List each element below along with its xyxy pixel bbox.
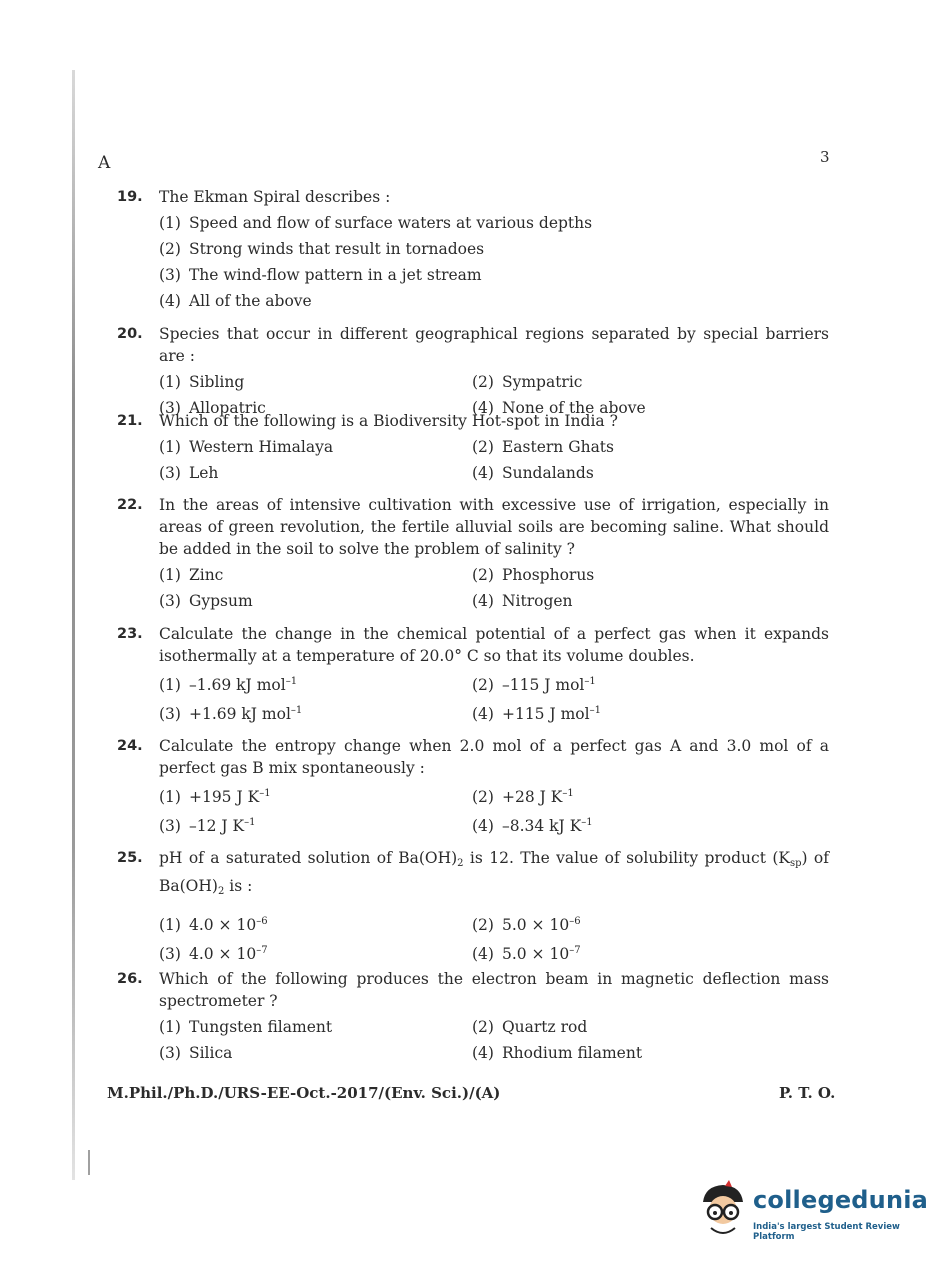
question-number: 22. [117,497,143,513]
question-19 [117,186,829,312]
option-4: (4) None of the above [472,399,646,417]
question-text: The Ekman Spiral describes : [159,188,391,206]
option-4: (4) $5.0 \times 10^{-7}$ [472,945,581,963]
option-3: (3) –12 J $K^{-1}$ [159,817,256,835]
question-23 [117,623,829,725]
option-2: (2) –115 J mol$^{-1}$ [472,676,596,694]
option-4: (4) Sundalands [472,464,594,482]
option-1: (1) +195 J $K^{-1}$ [159,788,271,806]
question-text: pH of a saturated solution of $Ba(OH)_2$ is 12. The value of solubility product $(K_{sp})$ of $Ba(OH)_2$ is : [159,849,829,897]
option-3: (3) Gypsum [159,592,253,610]
question-number: 20. [117,326,143,342]
option-3: (3) Leh [159,464,219,482]
question-26 [117,968,829,1064]
option-2: (2) Phosphorus [472,566,595,584]
question-number: 24. [117,738,143,754]
mascot-icon [695,1180,751,1240]
collegedunia-watermark [695,1180,935,1250]
question-number: 19. [117,189,143,205]
option-2: (2) Eastern Ghats [472,438,614,456]
option-4: (4) +115 J mol$^{-1}$ [472,705,601,723]
question-text: Calculate the change in the chemical potential of a perfect gas when it expands isothermally at a temperature of 20.0° C so that its volume doubles. [159,625,829,665]
question-number: 23. [117,626,143,642]
question-number: 21. [117,413,143,429]
question-text: Species that occur in different geographical regions separated by special barriers are : [159,325,829,365]
pto-label: P. T. O. [779,1084,836,1102]
option-3: (3) Silica [159,1044,233,1062]
option-2: (2) $5.0 \times 10^{-6}$ [472,916,581,934]
option-1: (1) $4.0 \times 10^{-6}$ [159,916,268,934]
question-text: Which of the following produces the electron beam in magnetic deflection mass spectrometer ? [159,970,829,1010]
option-2: (2) Strong winds that result in tornadoes [159,240,485,258]
option-4: (4) Rhodium filament [472,1044,643,1062]
option-1: (1) Sibling [159,373,245,391]
option-3: (3) The wind-flow pattern in a jet stream [159,266,482,284]
option-3: (3) $4.0 \times 10^{-7}$ [159,945,268,963]
question-number: 25. [117,850,143,866]
option-2: (2) Sympatric [472,373,583,391]
question-24 [117,735,829,837]
question-text: Calculate the entropy change when 2.0 mol of a perfect gas A and 3.0 mol of a perfect gas B mix spontaneously : [159,737,829,777]
brand-name: collegedunia [753,1186,929,1214]
option-1: (1) Speed and flow of surface waters at various depths [159,214,593,232]
question-20 [117,323,829,419]
option-3: (3) +1.69 kJ mol$^{-1}$ [159,705,303,723]
paper-code: M.Phil./Ph.D./URS-EE-Oct.-2017/(Env. Sci.)/(A) [107,1084,501,1102]
question-number: 26. [117,971,143,987]
option-1: (1) –1.69 kJ mol$^{-1}$ [159,676,298,694]
question-text: Which of the following is a Biodiversity Hot-spot in India ? [159,412,618,430]
option-1: (1) Tungsten filament [159,1018,333,1036]
question-21 [117,410,829,484]
option-4: (4) Nitrogen [472,592,573,610]
option-4: (4) All of the above [159,292,312,310]
question-text: In the areas of intensive cultivation with excessive use of irrigation, especially in areas of green revolution, the fertile alluvial soils are becoming saline. What should be added in the soil to solve the problem of salinity ? [159,496,829,558]
page-number: 3 [820,148,830,166]
binding-edge [72,70,75,1180]
brand-tagline: India's largest Student Review Platform [753,1222,900,1242]
option-3: (3) Allopatric [159,399,266,417]
option-2: (2) +28 J $K^{-1}$ [472,788,574,806]
question-25 [117,847,829,965]
option-1: (1) Zinc [159,566,224,584]
option-4: (4) –8.34 kJ $K^{-1}$ [472,817,593,835]
binding-edge-mark [88,1150,90,1175]
question-22 [117,494,829,612]
set-letter: A [98,153,111,173]
option-1: (1) Western Himalaya [159,438,334,456]
option-2: (2) Quartz rod [472,1018,588,1036]
